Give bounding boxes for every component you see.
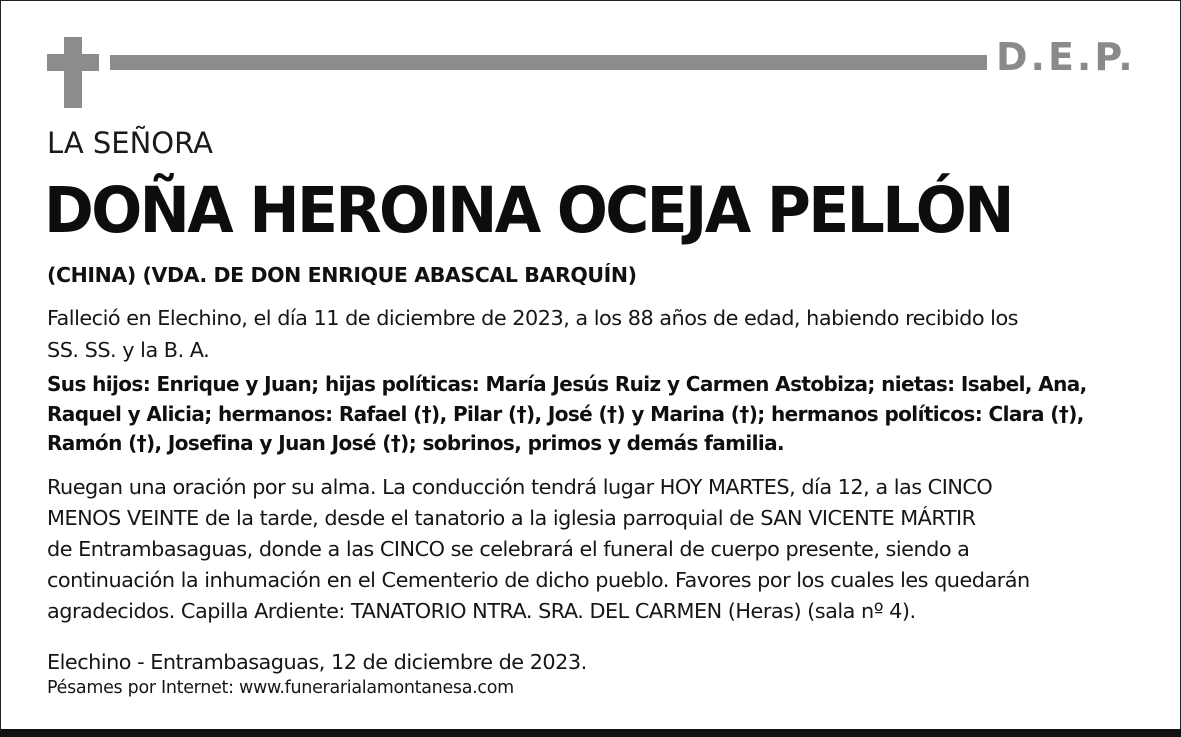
condolences-web-line: Pésames por Internet: www.funerarialamontanesa.com bbox=[47, 678, 514, 698]
header-rule bbox=[110, 55, 987, 70]
funeral-line: de Entrambasaguas, donde a las CINCO se celebrará el funeral de cuerpo presente, siendo a bbox=[47, 537, 970, 561]
death-line: SS. SS. y la B. A. bbox=[47, 338, 210, 362]
funeral-line: MENOS VEINTE de la tarde, desde el tanatorio a la iglesia parroquial de SAN VICENTE MÁRTIR bbox=[47, 506, 976, 530]
deceased-name: DOÑA HEROINA OCEJA PELLÓN bbox=[44, 173, 1012, 249]
bottom-rule bbox=[0, 729, 1181, 737]
funeral-line: agradecidos. Capilla Ardiente: TANATORIO NTRA. SRA. DEL CARMEN (Heras) (sala nº 4). bbox=[47, 599, 916, 623]
family-paragraph bbox=[47, 370, 1157, 459]
deceased-subtitle: (CHINA) (VDA. DE DON ENRIQUE ABASCAL BARQUÍN) bbox=[47, 263, 637, 287]
dep-heading: D.E.P. bbox=[996, 35, 1136, 79]
family-line: Sus hijos: Enrique y Juan; hijas políticas: María Jesús Ruiz y Carmen Astobiza; nietas: Isabel, Ana, bbox=[47, 372, 1087, 396]
title-label: LA SEÑORA bbox=[47, 126, 213, 160]
death-line: Falleció en Elechino, el día 11 de diciembre de 2023, a los 88 años de edad, habiendo recibido los bbox=[47, 306, 1019, 330]
funeral-line: continuación la inhumación en el Cementerio de dicho pueblo. Favores por los cuales les quedarán bbox=[47, 568, 1030, 592]
death-paragraph bbox=[47, 302, 1157, 366]
cross-icon-bar bbox=[47, 54, 99, 71]
place-date: Elechino - Entrambasaguas, 12 de diciembre de 2023. bbox=[47, 650, 587, 674]
family-line: Raquel y Alicia; hermanos: Rafael (†), Pilar (†), José (†) y Marina (†); hermanos políticos: Clara (†), bbox=[47, 401, 1084, 426]
family-line: Ramón (†), Josefina y Juan José (†); sobrinos, primos y demás familia. bbox=[47, 431, 785, 455]
cross-icon bbox=[64, 37, 82, 108]
funeral-line: Ruegan una oración por su alma. La conducción tendrá lugar HOY MARTES, día 12, a las CINCO bbox=[47, 475, 993, 499]
funeral-paragraph bbox=[47, 472, 1157, 627]
